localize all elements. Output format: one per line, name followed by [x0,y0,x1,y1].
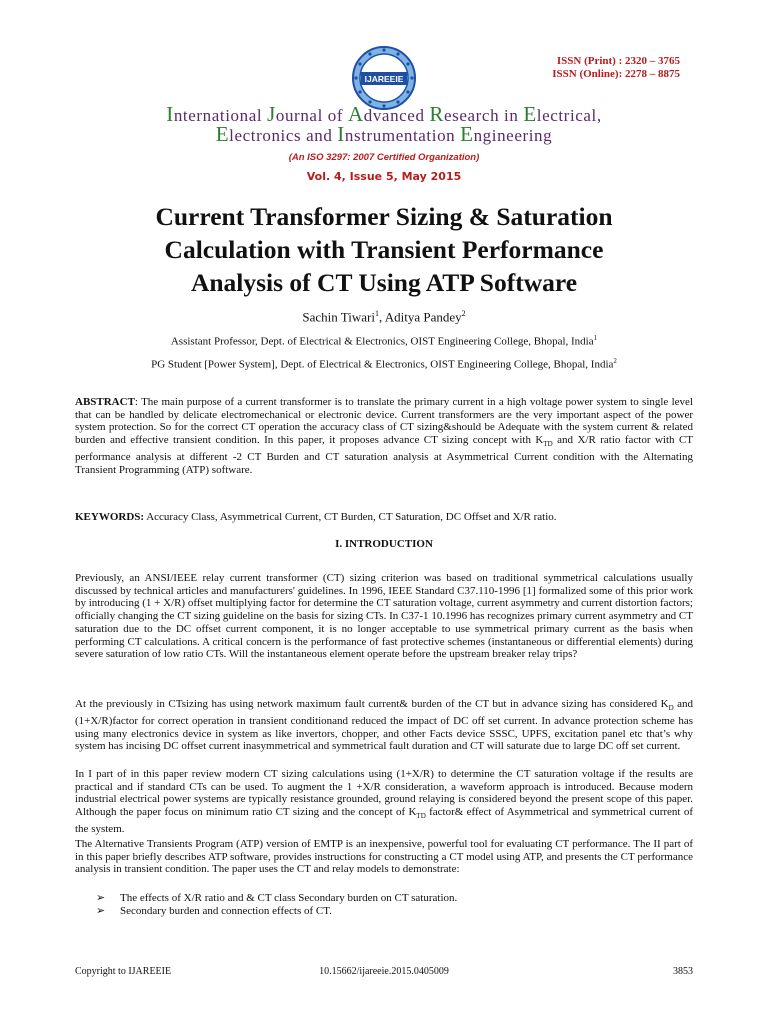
affiliation-text: PG Student [Power System], Dept. of Electrical & Electronics, OIST Engineering College, Bhopal, India [151,358,614,371]
journal-word: esearch in [444,106,524,125]
journal-name-line2 [0,124,768,146]
list-item-text: Secondary burden and connection effects of CT. [120,905,332,917]
volume-issue: Vol. 4, Issue 5, May 2015 [306,170,462,183]
list-item [96,905,696,918]
footer-doi: 10.15662/ijareeie.2015.0405009 [319,966,449,977]
author-name: Aditya Pandey [384,309,462,325]
intro-subscript: D [668,704,674,713]
intro-paragraph-1: Previously, an ANSI/IEEE relay current transformer (CT) sizing criterion was based on traditional symmetrical calculations usually discussed by technical articles and manufacturers' guidelines. In 1996, IEEE Standard C37.110-1996 [1] formalized some of this prior work by introducing (1 + X/R) offset multiplying factor for determine the CT saturation voltage, current asymmetry and current distortion factors; officially changing the CT sizing guideline on the basis for sizing CTs. In C37-1 10.1996 has recognizes primary current asymmetry and CT saturation due to the DC offset current component, it is no longer acceptable to use symmetrical primary current as the basis when performing CT calculations. A critical concern is the performance of fast protective schemes (instantaneous or differential elements) during severe saturation of low ratio CTs. Will the instantaneous element operate before the upstream breaker relay trips? [75,572,693,661]
arrow-bullet-icon: ➢ [96,892,106,904]
bullet-list [96,892,696,918]
footer-copyright: Copyright to IJAREEIE [75,966,172,977]
keywords-text: Accuracy Class, Asymmetrical Current, CT Burden, CT Saturation, DC Offset and X/R ratio. [144,511,557,523]
journal-cap: I [337,122,345,146]
journal-word: lectrical, [536,106,602,125]
journal-cap: E [523,102,537,126]
intro-text: In I part of in this paper review modern CT sizing calculations using (1+X/R) to determine the CT saturation voltage if the results are practical and if standard CTs can be used. To augment the 1 +X/R consideration, a waveform approach is introduced. Because modern industrial electrical power systems are typically resistance grounded, ground relaying is considered beyond the present scope of this paper. Although the paper focus on minimum ratio CT sizing and the concept of K [75,768,693,819]
logo-text: IJAREEIE [364,74,404,84]
journal-word: lectronics and [229,126,338,145]
abstract [75,396,693,476]
author-sup: 1 [374,309,379,318]
issn-online: ISSN (Online): 2278 – 8875 [552,68,680,80]
journal-word: ngineering [473,126,553,145]
journal-cap: J [267,102,276,126]
issn-print: ISSN (Print) : 2320 – 3765 [556,55,680,67]
list-item [96,892,696,905]
journal-cap: R [429,102,445,126]
affiliation-2 [0,357,768,371]
abstract-text: and X/R ratio factor with CT performance analysis at different -2 CT Burden and CT saturation analysis at Asymmetrical Current condition with the Alternating Transient Programming (ATP) software. [75,434,693,476]
iso-note: (An ISO 3297: 2007 Certified Organization) [288,152,480,163]
intro-text: factor& effect of Asymmetrical and symmetrical current of the system. [75,806,693,835]
journal-word: ournal of [275,106,348,125]
affiliation-text: Assistant Professor, Dept. of Electrical & Electronics, OIST Engineering College, Bhopal, India [170,335,594,348]
intro-paragraph-2 [75,698,693,753]
affiliation-1 [0,334,768,348]
journal-cap: I [166,102,174,126]
authors [0,309,768,325]
arrow-bullet-icon: ➢ [96,905,106,917]
title-line: Current Transformer Sizing & Saturation [155,202,613,231]
intro-paragraph-4: The Alternative Transients Program (ATP) version of EMTP is an inexpensive, powerful tool for evaluating CT performance. The II part of in this paper briefly describes ATP software, provides instructions for constructing a CT model using ATP, and presents the CT performance analysis in transient condition. The paper uses the CT and relay models to demonstrate: [75,838,693,876]
affiliation-sup: 2 [613,357,617,365]
paper-title [60,200,708,299]
keywords [75,511,693,524]
intro-text: and (1+X/R)factor for correct operation in transient conditionand reduced the impact of DC off set current. In advance protection scheme has using many electronics device in system as like invertors, chopper, and other Facts device SSSC, UPFS, excitation panel etc that’s why system has incising DC offset current inasymmetrical and symmetrical fault duration and CT will saturate due to large DC off set current. [75,698,694,753]
journal-word: nstrumentation [344,126,461,145]
author-name: Sachin Tiwari [302,309,375,325]
intro-text: At the previously in CTsizing has using network maximum fault current& burden of the CT but in advance sizing has considered K [75,698,669,710]
section-heading: I. INTRODUCTION [335,538,433,550]
title-line: Calculation with Transient Performance [164,235,604,264]
journal-cap: E [460,122,474,146]
abstract-label: ABSTRACT [75,396,135,408]
intro-paragraph-3 [75,768,693,836]
journal-cap: E [215,122,230,146]
intro-subscript: TD [416,812,426,821]
journal-word: nternational [173,106,268,125]
abstract-text: : The main purpose of a current transformer is to translate the primary current in a high voltage power system to single level that can be handled by delicate electromechanical or electronic device. Current transformers are the very important aspect of the power system protection. So for the correct CT operation the accuracy class of CT sizing&should be Adequate with the system current & related burden and effective transient condition. In this paper, it proposes advance CT sizing concept with K [75,396,693,447]
journal-name-line1 [0,104,768,126]
abstract-subscript: TD [543,440,553,449]
keywords-label: KEYWORDS: [75,511,145,523]
affiliation-sup: 1 [593,334,598,342]
author-separator: , [378,309,385,325]
journal-cap: A [347,102,364,126]
author-sup: 2 [461,309,466,318]
journal-word: dvanced [363,106,430,125]
footer-page-number: 3853 [673,966,693,977]
title-line: Analysis of CT Using ATP Software [190,268,578,297]
list-item-text: The effects of X/R ratio and & CT class Secondary burden on CT saturation. [120,892,458,904]
